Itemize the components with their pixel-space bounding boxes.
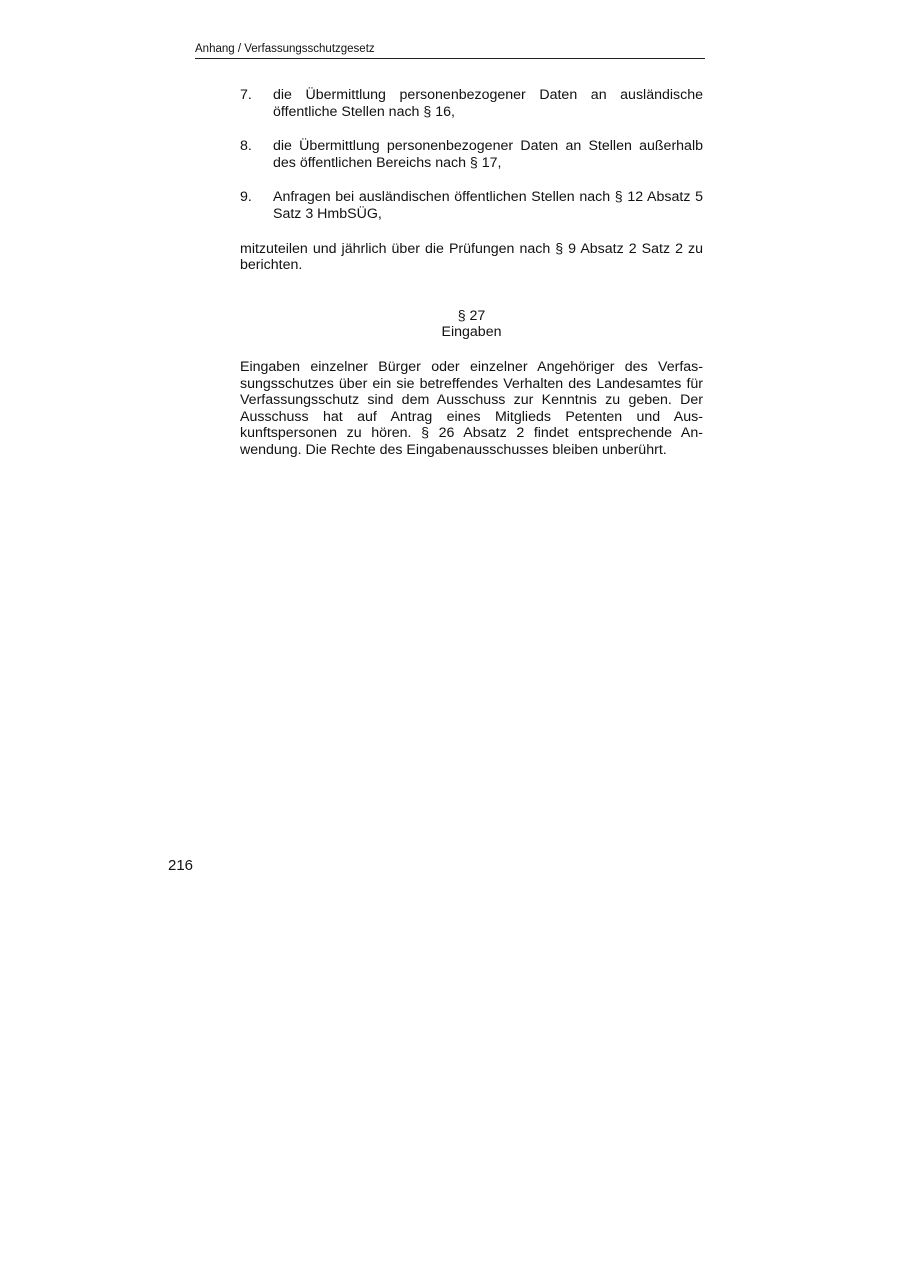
list-item-number: 9.: [240, 189, 252, 206]
section-title: Eingaben: [441, 324, 502, 341]
list-item-8: [240, 138, 703, 171]
list-item-text: die Übermittlung personenbezogener Daten an Stellen außerhalb des öffentlichen Bereichs nach § 17,: [273, 138, 703, 171]
page-number: 216: [168, 857, 194, 874]
list-item-9: [240, 189, 703, 222]
document-body: [240, 87, 703, 473]
list-item-text: die Übermittlung personenbezogener Daten an ausländische öffentliche Stellen nach § 16,: [273, 87, 703, 120]
list-item-number: 7.: [240, 87, 252, 103]
section-body-paragraph: Eingaben einzelner Bürger oder einzelner Angehöriger des Verfassungsschutzes über ein sie betreffendes Verhalten des Landesamtes für Verfassungsschutz sind dem Ausschuss zur Kenntnis zu geben. Der Ausschuss hat auf Antrag eines Mitglieds Petenten und Auskunftspersonen zu hören. § 26 Absatz 2 findet entsprechende Anwendung. Die Rechte des Eingabenausschusses bleiben unberührt.: [240, 358, 703, 458]
running-header: Anhang / Verfassungsschutzgesetz: [195, 42, 705, 59]
list-item-7: [240, 87, 703, 120]
section-number: § 27: [457, 307, 486, 324]
closing-paragraph: mitzuteilen und jährlich über die Prüfungen nach § 9 Absatz 2 Satz 2 zu berichten.: [240, 240, 703, 274]
section-heading: [240, 308, 703, 341]
list-item-number: 8.: [240, 138, 252, 155]
list-item-text: Anfragen bei ausländischen öffentlichen Stellen nach § 12 Absatz 5 Satz 3 HmbSÜG,: [273, 189, 703, 222]
